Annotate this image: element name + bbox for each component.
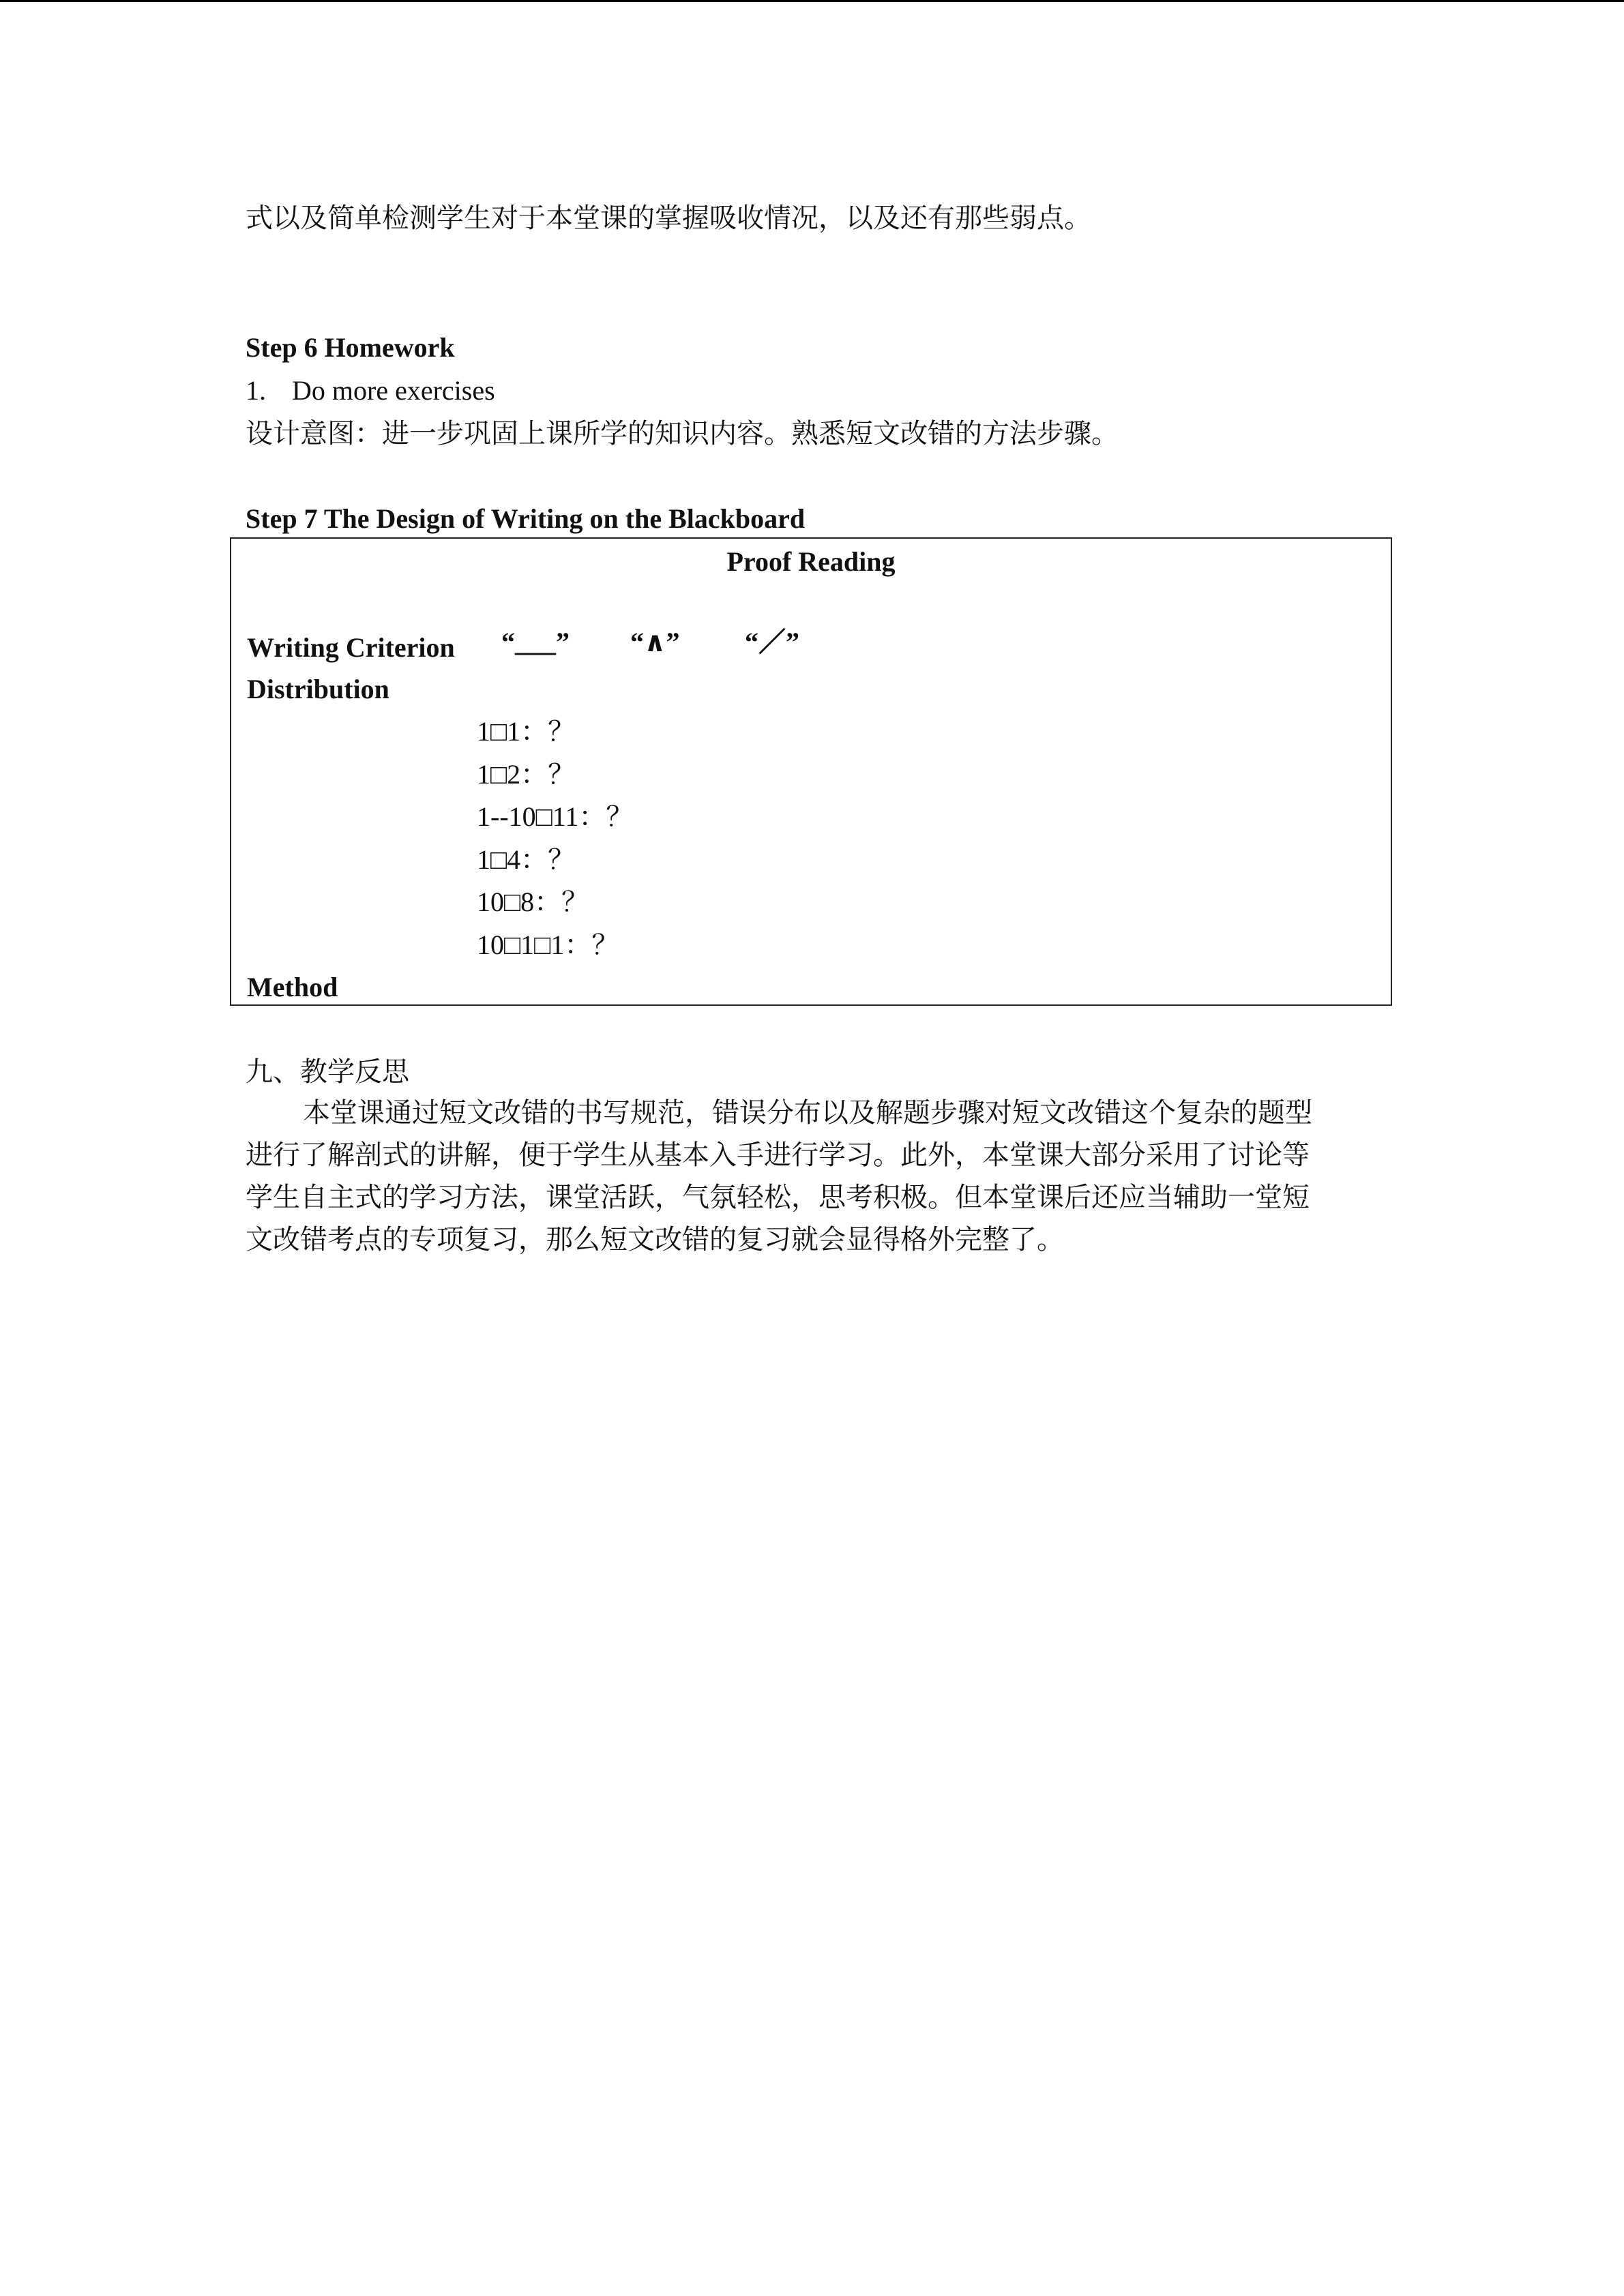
distribution-ratio: 10□8：？ bbox=[477, 886, 589, 917]
distribution-label: Distribution bbox=[247, 674, 389, 704]
homework-design-note: 设计意图：进一步巩固上课所学的知识内容。熟悉短文改错的方法步骤。 bbox=[246, 418, 1119, 449]
writing-criterion-label: Writing Criterion bbox=[247, 632, 455, 663]
underline-symbol: “___” bbox=[501, 627, 570, 657]
homework-item-text: Do more exercises bbox=[292, 375, 495, 406]
distribution-ratio: 1□2：？ bbox=[477, 759, 576, 790]
homework-item-number: 1. bbox=[246, 375, 266, 406]
delete-symbol: “／” bbox=[745, 627, 799, 657]
reflection-paragraph bbox=[246, 1092, 1364, 1261]
insert-symbol: “∧” bbox=[630, 627, 680, 657]
homework-item bbox=[246, 377, 495, 404]
distribution-ratio: 1□1：？ bbox=[477, 716, 576, 747]
reflection-line: 文改错考点的专项复习，那么短文改错的复习就会显得格外完整了。 bbox=[246, 1224, 1064, 1255]
section9-heading: 九、教学反思 bbox=[246, 1056, 409, 1087]
step7-heading: Step 7 The Design of Writing on the Blackboard bbox=[246, 503, 806, 534]
distribution-ratio: 10□1□1：？ bbox=[477, 929, 619, 960]
reflection-line: 学生自主式的学习方法，课堂活跃，气氛轻松，思考积极。但本堂课后还应当辅助一堂短 bbox=[246, 1182, 1310, 1212]
reflection-line: 进行了解剖式的讲解，便于学生从基本入手进行学习。此外，本堂课大部分采用了讨论等 bbox=[246, 1139, 1310, 1170]
method-label: Method bbox=[247, 972, 338, 1002]
distribution-ratio: 1--10□11：？ bbox=[477, 801, 634, 832]
page-top-border bbox=[0, 0, 1624, 2]
blackboard-title: Proof Reading bbox=[726, 546, 896, 577]
distribution-ratio: 1□4：？ bbox=[477, 844, 576, 875]
reflection-line: 本堂课通过短文改错的书写规范，错误分布以及解题步骤对短文改错这个复杂的题型 bbox=[303, 1097, 1312, 1128]
blackboard-design-box bbox=[230, 537, 1392, 1006]
step6-heading: Step 6 Homework bbox=[246, 332, 455, 363]
intro-paragraph-tail: 式以及简单检测学生对于本堂课的掌握吸收情况，以及还有那些弱点。 bbox=[246, 203, 1091, 233]
